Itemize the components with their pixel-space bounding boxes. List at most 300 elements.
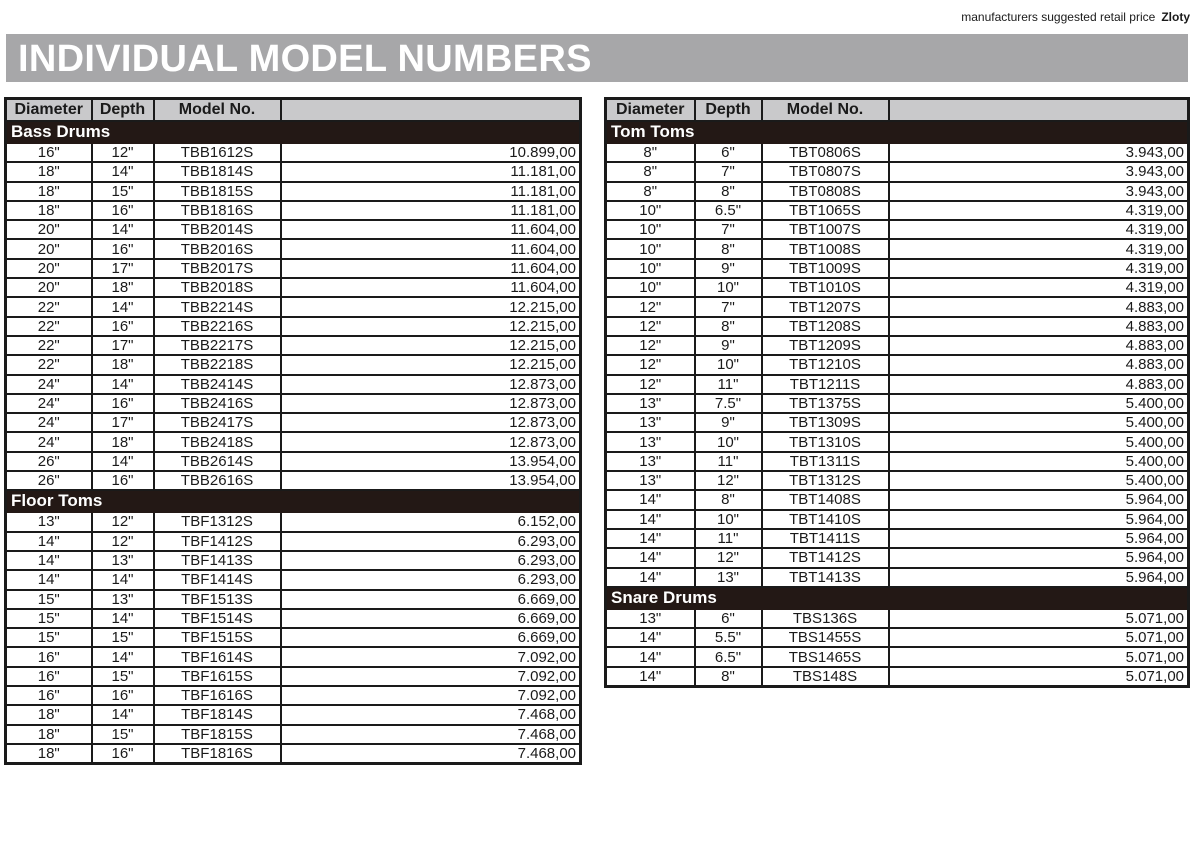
depth-cell: 16" — [92, 394, 154, 413]
price-cell: 4.883,00 — [889, 317, 1189, 336]
model-no-cell: TBF1513S — [154, 590, 281, 609]
price-cell: 12.873,00 — [281, 375, 581, 394]
diameter-cell: 10" — [606, 259, 695, 278]
table-row — [6, 413, 581, 432]
depth-cell: 11" — [695, 375, 762, 394]
price-cell: 5.964,00 — [889, 529, 1189, 548]
model-no-cell: TBB2417S — [154, 413, 281, 432]
diameter-cell: 12" — [606, 375, 695, 394]
diameter-cell: 20" — [6, 278, 92, 297]
price-cell: 12.215,00 — [281, 297, 581, 316]
depth-cell: 6.5" — [695, 201, 762, 220]
price-table-left — [4, 97, 582, 765]
model-no-cell: TBB2014S — [154, 220, 281, 239]
table-row — [6, 471, 581, 490]
header-model-no: Model No. — [154, 99, 281, 122]
section-title: Bass Drums — [6, 121, 581, 143]
table-row — [606, 452, 1189, 471]
price-cell: 11.181,00 — [281, 162, 581, 181]
diameter-cell: 12" — [606, 297, 695, 316]
depth-cell: 14" — [92, 570, 154, 589]
diameter-cell: 15" — [6, 609, 92, 628]
diameter-cell: 22" — [6, 355, 92, 374]
price-cell: 13.954,00 — [281, 452, 581, 471]
depth-cell: 17" — [92, 336, 154, 355]
price-cell: 7.092,00 — [281, 647, 581, 666]
price-cell: 12.215,00 — [281, 317, 581, 336]
model-no-cell: TBT1411S — [762, 529, 889, 548]
depth-cell: 14" — [92, 452, 154, 471]
header-diameter: Diameter — [6, 99, 92, 122]
table-row — [6, 744, 581, 764]
price-cell: 4.883,00 — [889, 375, 1189, 394]
price-cell: 4.883,00 — [889, 355, 1189, 374]
price-cell: 5.400,00 — [889, 394, 1189, 413]
price-cell: 5.964,00 — [889, 548, 1189, 567]
price-cell: 6.669,00 — [281, 609, 581, 628]
table-row — [6, 705, 581, 724]
diameter-cell: 18" — [6, 725, 92, 744]
depth-cell: 10" — [695, 355, 762, 374]
price-note-label: manufacturers suggested retail price — [961, 10, 1156, 24]
diameter-cell: 13" — [606, 609, 695, 628]
price-cell: 7.092,00 — [281, 686, 581, 705]
model-no-cell: TBT1008S — [762, 239, 889, 258]
model-no-cell: TBB2018S — [154, 278, 281, 297]
depth-cell: 8" — [695, 239, 762, 258]
diameter-cell: 16" — [6, 667, 92, 686]
depth-cell: 7" — [695, 220, 762, 239]
diameter-cell: 24" — [6, 375, 92, 394]
depth-cell: 6" — [695, 143, 762, 162]
model-no-cell: TBT1408S — [762, 490, 889, 509]
model-no-cell: TBF1514S — [154, 609, 281, 628]
price-cell: 11.604,00 — [281, 239, 581, 258]
section-header-row — [6, 121, 581, 143]
price-cell: 6.293,00 — [281, 570, 581, 589]
diameter-cell: 13" — [606, 413, 695, 432]
model-no-cell: TBF1312S — [154, 512, 281, 531]
header-price — [889, 99, 1189, 122]
model-no-cell: TBT1312S — [762, 471, 889, 490]
diameter-cell: 20" — [6, 259, 92, 278]
price-cell: 4.319,00 — [889, 220, 1189, 239]
diameter-cell: 14" — [6, 551, 92, 570]
diameter-cell: 14" — [606, 490, 695, 509]
depth-cell: 14" — [92, 647, 154, 666]
page-title: INDIVIDUAL MODEL NUMBERS — [18, 38, 592, 80]
depth-cell: 14" — [92, 375, 154, 394]
price-cell: 5.071,00 — [889, 628, 1189, 647]
depth-cell: 16" — [92, 744, 154, 764]
table-row — [606, 278, 1189, 297]
model-no-cell: TBB1612S — [154, 143, 281, 162]
diameter-cell: 14" — [606, 529, 695, 548]
table-row — [6, 278, 581, 297]
diameter-cell: 14" — [606, 568, 695, 587]
header-price — [281, 99, 581, 122]
diameter-cell: 13" — [606, 452, 695, 471]
price-cell: 5.400,00 — [889, 471, 1189, 490]
model-no-cell: TBB2016S — [154, 239, 281, 258]
diameter-cell: 20" — [6, 239, 92, 258]
table-row — [6, 201, 581, 220]
price-cell: 6.293,00 — [281, 532, 581, 551]
model-no-cell: TBT1065S — [762, 201, 889, 220]
model-no-cell: TBT1410S — [762, 510, 889, 529]
model-no-cell: TBB2418S — [154, 432, 281, 451]
depth-cell: 10" — [695, 510, 762, 529]
price-cell: 6.152,00 — [281, 512, 581, 531]
depth-cell: 18" — [92, 278, 154, 297]
table-row — [606, 182, 1189, 201]
price-cell: 12.215,00 — [281, 355, 581, 374]
title-banner — [6, 34, 1188, 82]
price-note — [961, 10, 1190, 24]
model-no-cell: TBT0806S — [762, 143, 889, 162]
model-no-cell: TBT1208S — [762, 317, 889, 336]
model-no-cell: TBS1455S — [762, 628, 889, 647]
depth-cell: 13" — [695, 568, 762, 587]
diameter-cell: 12" — [606, 317, 695, 336]
depth-cell: 9" — [695, 259, 762, 278]
model-no-cell: TBT1010S — [762, 278, 889, 297]
price-cell: 11.604,00 — [281, 220, 581, 239]
depth-cell: 5.5" — [695, 628, 762, 647]
price-cell: 4.883,00 — [889, 297, 1189, 316]
diameter-cell: 10" — [606, 220, 695, 239]
table-row — [6, 647, 581, 666]
diameter-cell: 13" — [6, 512, 92, 531]
model-no-cell: TBT0808S — [762, 182, 889, 201]
diameter-cell: 22" — [6, 317, 92, 336]
diameter-cell: 12" — [606, 336, 695, 355]
price-cell: 4.319,00 — [889, 278, 1189, 297]
diameter-cell: 18" — [6, 201, 92, 220]
price-cell: 10.899,00 — [281, 143, 581, 162]
depth-cell: 18" — [92, 355, 154, 374]
depth-cell: 16" — [92, 239, 154, 258]
table-row — [606, 628, 1189, 647]
model-no-cell: TBT1009S — [762, 259, 889, 278]
price-cell: 3.943,00 — [889, 162, 1189, 181]
table-row — [6, 355, 581, 374]
model-no-cell: TBB1815S — [154, 182, 281, 201]
table-row — [606, 220, 1189, 239]
depth-cell: 7" — [695, 162, 762, 181]
price-cell: 7.092,00 — [281, 667, 581, 686]
table-row — [606, 239, 1189, 258]
diameter-cell: 24" — [6, 413, 92, 432]
diameter-cell: 18" — [6, 162, 92, 181]
table-header-row — [6, 99, 581, 122]
section-header-row — [606, 587, 1189, 609]
price-cell: 7.468,00 — [281, 725, 581, 744]
model-no-cell: TBS136S — [762, 609, 889, 628]
model-no-cell: TBB2616S — [154, 471, 281, 490]
price-table-right — [604, 97, 1190, 688]
diameter-cell: 16" — [6, 143, 92, 162]
section-header-row — [6, 490, 581, 512]
section-header-row — [606, 121, 1189, 143]
model-no-cell: TBT1375S — [762, 394, 889, 413]
model-no-cell: TBF1814S — [154, 705, 281, 724]
model-no-cell: TBS1465S — [762, 647, 889, 666]
table-row — [606, 259, 1189, 278]
section-title: Floor Toms — [6, 490, 581, 512]
model-no-cell: TBB2017S — [154, 259, 281, 278]
model-no-cell: TBT1211S — [762, 375, 889, 394]
table-row — [6, 551, 581, 570]
diameter-cell: 20" — [6, 220, 92, 239]
diameter-cell: 16" — [6, 647, 92, 666]
diameter-cell: 14" — [606, 510, 695, 529]
table-row — [6, 570, 581, 589]
header-model-no: Model No. — [762, 99, 889, 122]
model-no-cell: TBB1814S — [154, 162, 281, 181]
model-no-cell: TBF1414S — [154, 570, 281, 589]
diameter-cell: 14" — [606, 667, 695, 687]
diameter-cell: 14" — [606, 628, 695, 647]
price-cell: 3.943,00 — [889, 182, 1189, 201]
table-row — [606, 297, 1189, 316]
table-row — [6, 512, 581, 531]
model-no-cell: TBF1616S — [154, 686, 281, 705]
depth-cell: 16" — [92, 471, 154, 490]
header-diameter: Diameter — [606, 99, 695, 122]
table-row — [606, 568, 1189, 587]
model-no-cell: TBF1413S — [154, 551, 281, 570]
model-no-cell: TBB2218S — [154, 355, 281, 374]
table-row — [606, 413, 1189, 432]
price-cell: 11.181,00 — [281, 182, 581, 201]
table-row — [606, 548, 1189, 567]
table-row — [606, 529, 1189, 548]
depth-cell: 12" — [695, 471, 762, 490]
model-no-cell: TBB2416S — [154, 394, 281, 413]
model-no-cell: TBB2614S — [154, 452, 281, 471]
model-no-cell: TBF1816S — [154, 744, 281, 764]
table-row — [6, 394, 581, 413]
depth-cell: 8" — [695, 490, 762, 509]
depth-cell: 16" — [92, 317, 154, 336]
depth-cell: 14" — [92, 705, 154, 724]
table-row — [606, 162, 1189, 181]
model-no-cell: TBF1815S — [154, 725, 281, 744]
diameter-cell: 10" — [606, 239, 695, 258]
price-cell: 11.181,00 — [281, 201, 581, 220]
model-no-cell: TBT1413S — [762, 568, 889, 587]
model-no-cell: TBT1310S — [762, 432, 889, 451]
table-row — [6, 220, 581, 239]
section-title: Tom Toms — [606, 121, 1189, 143]
depth-cell: 17" — [92, 259, 154, 278]
depth-cell: 18" — [92, 432, 154, 451]
table-row — [6, 297, 581, 316]
table-row — [6, 667, 581, 686]
diameter-cell: 10" — [606, 278, 695, 297]
price-cell: 12.873,00 — [281, 413, 581, 432]
table-row — [606, 336, 1189, 355]
depth-cell: 14" — [92, 220, 154, 239]
table-row — [6, 162, 581, 181]
model-no-cell: TBB2214S — [154, 297, 281, 316]
price-cell: 4.319,00 — [889, 201, 1189, 220]
depth-cell: 12" — [92, 143, 154, 162]
depth-cell: 6" — [695, 609, 762, 628]
diameter-cell: 26" — [6, 452, 92, 471]
diameter-cell: 8" — [606, 182, 695, 201]
diameter-cell: 10" — [606, 201, 695, 220]
diameter-cell: 8" — [606, 162, 695, 181]
header-depth: Depth — [695, 99, 762, 122]
depth-cell: 12" — [92, 512, 154, 531]
depth-cell: 14" — [92, 297, 154, 316]
table-row — [606, 490, 1189, 509]
model-no-cell: TBT1309S — [762, 413, 889, 432]
depth-cell: 6.5" — [695, 647, 762, 666]
table-row — [606, 510, 1189, 529]
depth-cell: 14" — [92, 162, 154, 181]
table-header-row — [606, 99, 1189, 122]
currency-label: Zloty — [1161, 10, 1190, 24]
model-no-cell: TBT0807S — [762, 162, 889, 181]
price-cell: 11.604,00 — [281, 259, 581, 278]
diameter-cell: 18" — [6, 744, 92, 764]
diameter-cell: 24" — [6, 432, 92, 451]
depth-cell: 8" — [695, 182, 762, 201]
table-row — [6, 182, 581, 201]
model-no-cell: TBB2217S — [154, 336, 281, 355]
model-no-cell: TBT1311S — [762, 452, 889, 471]
table-row — [606, 647, 1189, 666]
price-cell: 12.215,00 — [281, 336, 581, 355]
depth-cell: 15" — [92, 182, 154, 201]
diameter-cell: 8" — [606, 143, 695, 162]
price-cell: 6.669,00 — [281, 628, 581, 647]
depth-cell: 15" — [92, 667, 154, 686]
depth-cell: 9" — [695, 336, 762, 355]
section-title: Snare Drums — [606, 587, 1189, 609]
diameter-cell: 14" — [6, 570, 92, 589]
table-row — [6, 317, 581, 336]
model-no-cell: TBB2414S — [154, 375, 281, 394]
table-row — [606, 394, 1189, 413]
price-cell: 13.954,00 — [281, 471, 581, 490]
table-row — [6, 143, 581, 162]
model-no-cell: TBT1209S — [762, 336, 889, 355]
price-cell: 5.964,00 — [889, 490, 1189, 509]
table-row — [6, 609, 581, 628]
depth-cell: 16" — [92, 686, 154, 705]
table-row — [6, 686, 581, 705]
price-cell: 5.071,00 — [889, 667, 1189, 687]
depth-cell: 16" — [92, 201, 154, 220]
model-no-cell: TBF1614S — [154, 647, 281, 666]
price-cell: 4.319,00 — [889, 259, 1189, 278]
table-row — [606, 355, 1189, 374]
model-no-cell: TBF1412S — [154, 532, 281, 551]
depth-cell: 8" — [695, 317, 762, 336]
diameter-cell: 15" — [6, 628, 92, 647]
table-row — [606, 432, 1189, 451]
price-cell: 5.071,00 — [889, 647, 1189, 666]
depth-cell: 12" — [695, 548, 762, 567]
price-cell: 6.669,00 — [281, 590, 581, 609]
table-row — [6, 725, 581, 744]
diameter-cell: 16" — [6, 686, 92, 705]
depth-cell: 15" — [92, 725, 154, 744]
diameter-cell: 13" — [606, 432, 695, 451]
table-row — [6, 452, 581, 471]
model-no-cell: TBS148S — [762, 667, 889, 687]
price-cell: 4.883,00 — [889, 336, 1189, 355]
diameter-cell: 14" — [606, 647, 695, 666]
depth-cell: 13" — [92, 590, 154, 609]
model-no-cell: TBF1515S — [154, 628, 281, 647]
model-no-cell: TBT1007S — [762, 220, 889, 239]
price-cell: 5.964,00 — [889, 568, 1189, 587]
depth-cell: 9" — [695, 413, 762, 432]
diameter-cell: 22" — [6, 336, 92, 355]
diameter-cell: 26" — [6, 471, 92, 490]
table-row — [6, 336, 581, 355]
depth-cell: 12" — [92, 532, 154, 551]
table-row — [606, 143, 1189, 162]
price-cell: 5.071,00 — [889, 609, 1189, 628]
diameter-cell: 12" — [606, 355, 695, 374]
model-no-cell: TBB2216S — [154, 317, 281, 336]
depth-cell: 15" — [92, 628, 154, 647]
price-cell: 7.468,00 — [281, 744, 581, 764]
table-row — [606, 609, 1189, 628]
price-cell: 3.943,00 — [889, 143, 1189, 162]
diameter-cell: 15" — [6, 590, 92, 609]
price-cell: 5.964,00 — [889, 510, 1189, 529]
price-cell: 11.604,00 — [281, 278, 581, 297]
model-no-cell: TBT1207S — [762, 297, 889, 316]
table-row — [6, 590, 581, 609]
diameter-cell: 14" — [6, 532, 92, 551]
diameter-cell: 22" — [6, 297, 92, 316]
price-cell: 6.293,00 — [281, 551, 581, 570]
depth-cell: 10" — [695, 278, 762, 297]
diameter-cell: 14" — [606, 548, 695, 567]
diameter-cell: 13" — [606, 471, 695, 490]
table-row — [606, 471, 1189, 490]
price-cell: 12.873,00 — [281, 394, 581, 413]
price-cell: 7.468,00 — [281, 705, 581, 724]
depth-cell: 7.5" — [695, 394, 762, 413]
diameter-cell: 13" — [606, 394, 695, 413]
header-depth: Depth — [92, 99, 154, 122]
model-no-cell: TBT1412S — [762, 548, 889, 567]
depth-cell: 8" — [695, 667, 762, 687]
table-row — [6, 239, 581, 258]
model-no-cell: TBF1615S — [154, 667, 281, 686]
depth-cell: 10" — [695, 432, 762, 451]
price-cell: 5.400,00 — [889, 452, 1189, 471]
model-no-cell: TBT1210S — [762, 355, 889, 374]
table-row — [606, 317, 1189, 336]
diameter-cell: 18" — [6, 705, 92, 724]
table-row — [6, 628, 581, 647]
model-no-cell: TBB1816S — [154, 201, 281, 220]
table-row — [6, 532, 581, 551]
table-row — [6, 432, 581, 451]
table-row — [606, 375, 1189, 394]
table-row — [606, 667, 1189, 687]
